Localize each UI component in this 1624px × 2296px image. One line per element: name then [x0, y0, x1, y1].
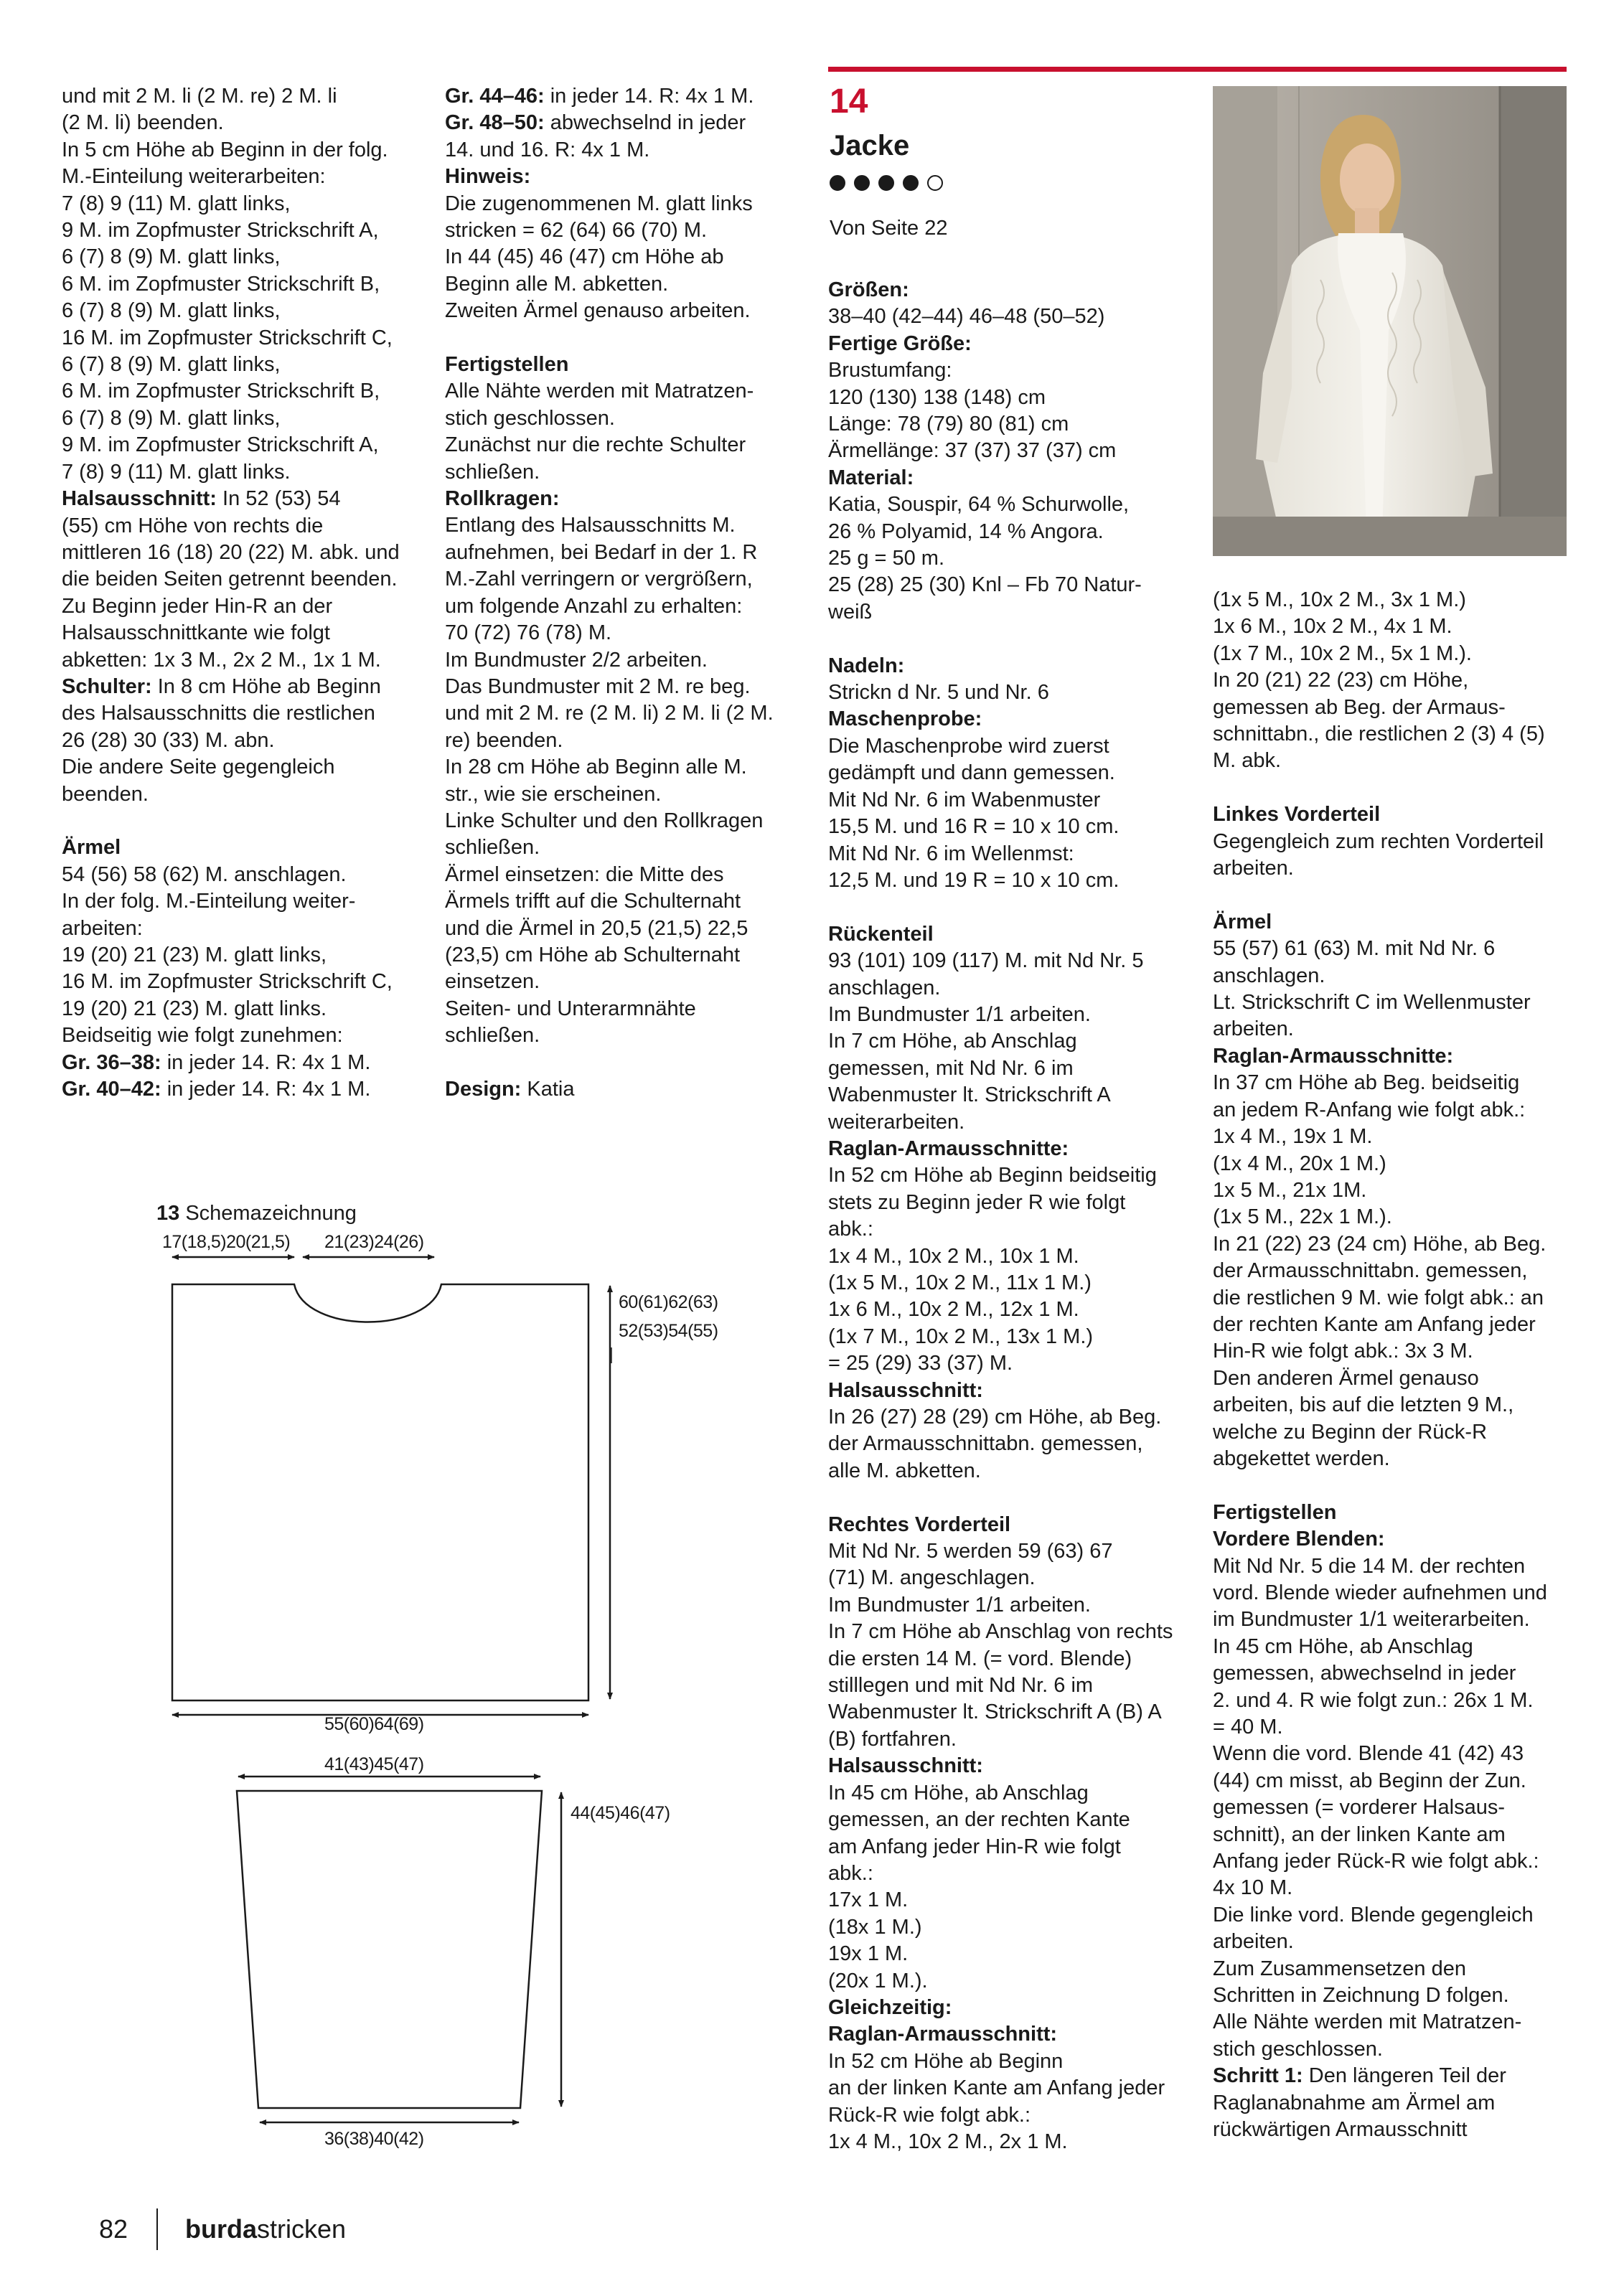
spacer	[62, 808, 435, 834]
text-line: die ersten 14 M. (= vord. Blende)	[828, 1647, 1132, 1670]
text-line: Beginn alle M. abketten.	[445, 272, 669, 296]
section-heading: Ärmel	[1213, 910, 1272, 933]
text-line: schnitt), an der linken Kante am	[1213, 1822, 1506, 1846]
sleeve-outline	[237, 1791, 542, 2108]
text-line: die beiden Seiten getrennt beenden.	[62, 568, 398, 591]
section-heading: Hinweis:	[445, 165, 531, 189]
inline-text: Katia	[521, 1078, 575, 1101]
label-armhole-height: 52(53)54(55)	[619, 1321, 718, 1341]
text-line: einsetzen.	[445, 970, 540, 994]
text-line: 38–40 (42–44) 46–48 (50–52)	[828, 305, 1105, 329]
text-line: 1x 4 M., 19x 1 M.	[1213, 1125, 1373, 1149]
text-line: 9 M. im Zopfmuster Strickschrift A,	[62, 433, 379, 457]
text-line: Raglanabnahme am Ärmel am	[1213, 2091, 1496, 2114]
text-line: beenden.	[62, 782, 149, 806]
page-number: 82	[99, 2214, 128, 2244]
text-line: Die andere Seite gegengleich	[62, 756, 335, 779]
inline-label: Gr. 48–50:	[445, 111, 545, 135]
section-heading: Fertigstellen	[445, 353, 569, 377]
text-line: Schritten in Zeichnung D folgen.	[1213, 1984, 1509, 2008]
text-line: 17x 1 M.	[828, 1888, 909, 1912]
text-column-3	[828, 277, 1201, 2155]
text-line: Den anderen Ärmel genauso	[1213, 1366, 1479, 1390]
text-line: Seiten- und Unterarmnähte	[445, 997, 696, 1020]
text-line: 55 (57) 61 (63) M. mit Nd Nr. 6	[1213, 937, 1496, 961]
accent-rule	[828, 67, 1567, 72]
text-line: Das Bundmuster mit 2 M. re beg.	[445, 674, 751, 698]
text-line: Hin-R wie folgt abk.: 3x 3 M.	[1213, 1340, 1473, 1363]
text-line: abk.:	[828, 1218, 873, 1241]
text-line: vord. Blende wieder aufnehmen und	[1213, 1581, 1547, 1604]
spacer	[445, 1050, 818, 1076]
page-reference: Von Seite 22	[830, 217, 948, 240]
text-line: im Bundmuster 1/1 weiterarbeiten.	[1213, 1608, 1530, 1632]
difficulty-dot-filled-icon	[903, 175, 919, 191]
text-line: Mit Nd Nr. 6 im Wabenmuster	[828, 788, 1101, 811]
text-line: 6 M. im Zopfmuster Strickschrift B,	[62, 380, 380, 403]
text-line: (44) cm misst, ab Beginn der Zun.	[1213, 1769, 1526, 1792]
text-line: 16 M. im Zopfmuster Strickschrift C,	[62, 970, 393, 994]
text-line: an jedem R-Anfang wie folgt abk.:	[1213, 1098, 1526, 1121]
text-line: 25 (28) 25 (30) Knl – Fb 70 Natur-	[828, 573, 1142, 597]
text-line: arbeiten, bis auf die letzten 9 M.,	[1213, 1393, 1514, 1417]
text-line: um folgende Anzahl zu erhalten:	[445, 594, 743, 618]
text-line: 19x 1 M.	[828, 1942, 909, 1966]
spacer	[1213, 775, 1572, 801]
text-line: Länge: 78 (79) 80 (81) cm	[828, 413, 1069, 436]
text-line: stich geschlossen.	[445, 406, 615, 430]
text-line: Ärmels trifft auf die Schulternaht	[445, 890, 741, 913]
text-line: des Halsausschnitts die restlichen	[62, 702, 375, 725]
difficulty-dot-filled-icon	[830, 175, 845, 191]
text-line: In 20 (21) 22 (23) cm Höhe,	[1213, 669, 1469, 692]
label-sleeve-bottom: 36(38)40(42)	[324, 2129, 424, 2149]
text-line: 12,5 M. und 19 R = 10 x 10 cm.	[828, 868, 1120, 892]
magazine-brand: burdastricken	[185, 2214, 347, 2244]
text-line: (1x 5 M., 10x 2 M., 3x 1 M.)	[1213, 588, 1466, 611]
inline-text: Den längeren Teil der	[1303, 2064, 1506, 2088]
text-line: rückwärtigen Armausschnitt	[1213, 2118, 1468, 2142]
inline-text: in jeder 14. R: 4x 1 M.	[161, 1078, 371, 1101]
text-line: 16 M. im Zopfmuster Strickschrift C,	[62, 326, 393, 349]
text-line	[445, 83, 818, 110]
inline-text: in jeder 14. R: 4x 1 M.	[544, 85, 754, 108]
text-line: (1x 7 M., 10x 2 M., 5x 1 M.).	[1213, 641, 1472, 665]
text-line: und die Ärmel in 20,5 (21,5) 22,5	[445, 916, 748, 940]
text-line: Mit Nd Nr. 5 werden 59 (63) 67	[828, 1540, 1113, 1563]
text-line: (1x 5 M., 10x 2 M., 11x 1 M.)	[828, 1271, 1092, 1294]
text-line: 26 (28) 30 (33) M. abn.	[62, 728, 275, 752]
text-line: und mit 2 M. re (2 M. li) 2 M. li (2 M.	[445, 702, 774, 725]
text-line: schließen.	[445, 1024, 540, 1048]
section-heading: Nadeln:	[828, 654, 905, 677]
text-line: 6 (7) 8 (9) M. glatt links,	[62, 245, 281, 269]
text-line: schließen.	[445, 836, 540, 860]
text-line	[62, 1050, 435, 1076]
text-line: Rück-R wie folgt abk.:	[828, 2103, 1031, 2127]
text-line: gemessen, an der rechten Kante	[828, 1808, 1130, 1832]
text-line: mittleren 16 (18) 20 (22) M. abk. und	[62, 540, 400, 564]
text-line: 1x 6 M., 10x 2 M., 4x 1 M.	[1213, 615, 1452, 639]
text-line: M.-Zahl verringern or vergrößern,	[445, 568, 753, 591]
text-line: weiterarbeiten.	[828, 1110, 965, 1134]
text-line: Halsausschnittkante wie folgt	[62, 621, 330, 645]
text-line: (18x 1 M.)	[828, 1915, 922, 1939]
text-line: (1x 7 M., 10x 2 M., 13x 1 M.)	[828, 1325, 1094, 1348]
text-line: Zunächst nur die rechte Schulter	[445, 433, 746, 457]
text-line: 6 M. im Zopfmuster Strickschrift B,	[62, 272, 380, 296]
text-line: die restlichen 9 M. wie folgt abk.: an	[1213, 1286, 1544, 1309]
text-line: Strickn d Nr. 5 und Nr. 6	[828, 681, 1049, 705]
text-line: Katia, Souspir, 64 % Schurwolle,	[828, 493, 1130, 517]
section-heading: Halsausschnitt:	[828, 1754, 983, 1778]
text-line: 19 (20) 21 (23) M. glatt links.	[62, 997, 327, 1020]
text-line: Die Maschenprobe wird zuerst	[828, 734, 1109, 758]
model-photo	[1213, 86, 1567, 556]
text-line: In 52 cm Höhe ab Beginn	[828, 2049, 1064, 2073]
text-line: 25 g = 50 m.	[828, 547, 945, 570]
text-line: In 7 cm Höhe, ab Anschlag	[828, 1030, 1077, 1053]
body-outline	[172, 1284, 588, 1700]
spacer	[1213, 882, 1572, 908]
text-line	[1213, 2063, 1572, 2089]
text-line: M. abk.	[1213, 749, 1282, 773]
schema-caption: 13 Schemazeichnung	[156, 1202, 357, 1225]
text-line: str., wie sie erscheinen.	[445, 782, 662, 806]
text-line: 6 (7) 8 (9) M. glatt links,	[62, 353, 281, 377]
text-line: Brustumfang:	[828, 359, 952, 382]
text-line: 70 (72) 76 (78) M.	[445, 621, 612, 645]
text-line: In 45 cm Höhe, ab Anschlag	[1213, 1634, 1473, 1658]
text-line: abketten: 1x 3 M., 2x 2 M., 1x 1 M.	[62, 648, 381, 672]
text-line: In der folg. M.-Einteilung weiter-	[62, 890, 356, 913]
text-line: 93 (101) 109 (117) M. mit Nd Nr. 5	[828, 949, 1144, 973]
text-line: anschlagen.	[828, 976, 941, 999]
spacer	[828, 1485, 1201, 1511]
difficulty-dot-empty-icon	[927, 175, 943, 191]
text-line: gemessen (= vorderer Halsaus-	[1213, 1796, 1505, 1820]
text-line: Zum Zusammensetzen den	[1213, 1957, 1466, 1980]
text-line: Beidseitig wie folgt zunehmen:	[62, 1024, 343, 1048]
text-line: (1x 4 M., 20x 1 M.)	[1213, 1152, 1386, 1175]
section-heading: Fertige Größe:	[828, 331, 972, 355]
inline-label: Schulter:	[62, 674, 152, 698]
text-line: alle M. abketten.	[828, 1459, 981, 1482]
text-line: abk.:	[828, 1861, 873, 1885]
text-line: 19 (20) 21 (23) M. glatt links,	[62, 943, 327, 966]
text-column-2	[445, 83, 818, 1103]
text-line: 4x 10 M.	[1213, 1876, 1293, 1900]
section-heading: Fertigstellen	[1213, 1500, 1337, 1524]
text-line: und mit 2 M. li (2 M. re) 2 M. li	[62, 85, 337, 108]
section-heading: Raglan-Armausschnitte:	[1213, 1044, 1454, 1068]
text-line: Im Bundmuster 2/2 arbeiten.	[445, 648, 708, 672]
text-line: gemessen, abwechselnd in jeder	[1213, 1662, 1516, 1685]
text-line: 6 (7) 8 (9) M. glatt links,	[62, 299, 281, 323]
section-heading: Ärmel	[62, 836, 121, 860]
section-heading: Vordere Blenden:	[1213, 1528, 1385, 1551]
text-line	[62, 1076, 435, 1103]
text-line: Mit Nd Nr. 5 die 14 M. der rechten	[1213, 1554, 1526, 1578]
text-line: In 7 cm Höhe ab Anschlag von rechts	[828, 1620, 1173, 1644]
text-line	[62, 674, 435, 700]
spacer	[828, 894, 1201, 921]
section-heading: Größen:	[828, 278, 909, 301]
text-line: In 26 (27) 28 (29) cm Höhe, ab Beg.	[828, 1406, 1162, 1429]
text-line: Anfang jeder Rück-R wie folgt abk.:	[1213, 1850, 1539, 1873]
text-line: Wabenmuster lt. Strickschrift A	[828, 1083, 1111, 1107]
text-line: Im Bundmuster 1/1 arbeiten.	[828, 1593, 1091, 1617]
footer-divider	[156, 2208, 158, 2250]
text-line: stich geschlossen.	[1213, 2037, 1383, 2061]
text-line: abgekettet werden.	[1213, 1446, 1390, 1470]
text-line: gemessen, mit Nd Nr. 6 im	[828, 1056, 1074, 1080]
text-line: (1x 5 M., 22x 1 M.).	[1213, 1205, 1392, 1229]
text-line: re) beenden.	[445, 728, 563, 752]
text-line: stilllegen und mit Nd Nr. 6 im	[828, 1674, 1094, 1698]
text-line: 1x 4 M., 10x 2 M., 10x 1 M.	[828, 1244, 1079, 1268]
text-line: 14. und 16. R: 4x 1 M.	[445, 138, 650, 161]
text-line: Im Bundmuster 1/1 arbeiten.	[828, 1002, 1091, 1026]
text-line: 9 M. im Zopfmuster Strickschrift A,	[62, 219, 379, 243]
text-line: M.-Einteilung weiterarbeiten:	[62, 165, 326, 189]
text-line: arbeiten.	[1213, 1017, 1294, 1041]
text-line: Mit Nd Nr. 6 im Wellenmst:	[828, 842, 1074, 865]
text-line: 7 (8) 9 (11) M. glatt links,	[62, 192, 291, 215]
label-neck: 21(23)24(26)	[324, 1232, 424, 1252]
text-line: 2. und 4. R wie folgt zun.: 26x 1 M.	[1213, 1688, 1534, 1712]
inline-text: in jeder 14. R: 4x 1 M.	[161, 1050, 371, 1074]
spacer	[445, 325, 818, 352]
text-line: aufnehmen, bei Bedarf in der 1. R	[445, 540, 758, 564]
text-line: der rechten Kante am Anfang jeder	[1213, 1312, 1536, 1336]
text-line: arbeiten.	[1213, 1930, 1294, 1954]
text-line: Alle Nähte werden mit Matratzen-	[1213, 2010, 1522, 2034]
text-line: 7 (8) 9 (11) M. glatt links.	[62, 460, 291, 484]
text-column-1	[62, 83, 435, 1103]
text-line: Wenn die vord. Blende 41 (42) 43	[1213, 1742, 1524, 1766]
text-line: 1x 4 M., 10x 2 M., 2x 1 M.	[828, 2130, 1068, 2153]
difficulty-dot-filled-icon	[878, 175, 894, 191]
section-heading: Rollkragen:	[445, 487, 560, 511]
text-line: 54 (56) 58 (62) M. anschlagen.	[62, 862, 347, 886]
text-line: In 45 cm Höhe, ab Anschlag	[828, 1781, 1089, 1805]
text-line: anschlagen.	[1213, 964, 1325, 987]
text-line: In 28 cm Höhe ab Beginn alle M.	[445, 756, 747, 779]
text-line: Linke Schulter und den Rollkragen	[445, 809, 764, 832]
inline-label: Gr. 36–38:	[62, 1050, 161, 1074]
inline-label: Schritt 1:	[1213, 2064, 1303, 2088]
text-line: der Armausschnittabn. gemessen,	[1213, 1259, 1528, 1283]
label-body-width: 55(60)64(69)	[324, 1714, 424, 1734]
spacer	[828, 626, 1201, 652]
text-line: Wabenmuster lt. Strickschrift A (B) A	[828, 1700, 1162, 1724]
text-line: Alle Nähte werden mit Matratzen-	[445, 380, 754, 403]
text-line: arbeiten.	[1213, 857, 1294, 880]
text-line	[62, 486, 435, 512]
inline-label: Design:	[445, 1078, 522, 1101]
text-line: (71) M. angeschlagen.	[828, 1566, 1036, 1590]
text-line: gemessen ab Beg. der Armaus-	[1213, 695, 1506, 719]
text-line: Zweiten Ärmel genauso arbeiten.	[445, 299, 751, 323]
label-shoulder: 17(18,5)20(21,5)	[162, 1232, 291, 1252]
text-line: 1x 6 M., 10x 2 M., 12x 1 M.	[828, 1298, 1079, 1322]
pattern-title: Jacke	[830, 130, 910, 161]
difficulty-rating	[830, 175, 943, 191]
text-line	[445, 1076, 818, 1103]
text-line: (2 M. li) beenden.	[62, 111, 224, 135]
text-line: Die zugenommenen M. glatt links	[445, 192, 753, 215]
text-line: Ärmel einsetzen: die Mitte des	[445, 862, 724, 886]
inline-label: Halsausschnitt:	[62, 487, 217, 511]
text-line: (B) fortfahren.	[828, 1727, 957, 1751]
text-line: = 40 M.	[1213, 1716, 1283, 1739]
section-heading: Maschenprobe:	[828, 707, 982, 731]
label-sleeve-top: 41(43)45(47)	[324, 1754, 424, 1774]
text-line: weiß	[828, 600, 873, 624]
text-line: stricken = 62 (64) 66 (70) M.	[445, 219, 708, 243]
inline-text: abwechselnd in jeder	[544, 111, 746, 135]
text-line: In 44 (45) 46 (47) cm Höhe ab	[445, 245, 724, 269]
inline-text: In 52 (53) 54	[216, 487, 341, 511]
text-line: schließen.	[445, 460, 540, 484]
text-line: gedämpft und dann gemessen.	[828, 761, 1115, 785]
text-line: 15,5 M. und 16 R = 10 x 10 cm.	[828, 815, 1120, 839]
text-line: = 25 (29) 33 (37) M.	[828, 1352, 1013, 1375]
text-line: 6 (7) 8 (9) M. glatt links,	[62, 406, 281, 430]
inline-label: Gr. 40–42:	[62, 1078, 161, 1101]
text-line: welche zu Beginn der Rück-R	[1213, 1420, 1488, 1444]
text-line: an der linken Kante am Anfang jeder	[828, 2076, 1165, 2100]
section-heading: Rückenteil	[828, 922, 934, 946]
text-line: (23,5) cm Höhe ab Schulternaht	[445, 943, 741, 966]
text-line: Zu Beginn jeder Hin-R an der	[62, 594, 333, 618]
text-line: Entlang des Halsausschnitts M.	[445, 514, 736, 537]
text-line: 26 % Polyamid, 14 % Angora.	[828, 519, 1104, 543]
text-line: Lt. Strickschrift C im Wellenmuster	[1213, 991, 1531, 1015]
difficulty-dot-filled-icon	[854, 175, 870, 191]
text-line: (20x 1 M.).	[828, 1969, 928, 1992]
text-line: Ärmellänge: 37 (37) 37 (37) cm	[828, 439, 1117, 463]
pattern-number: 14	[830, 83, 868, 121]
section-heading: Halsausschnitt:	[828, 1378, 983, 1402]
text-line: 120 (130) 138 (148) cm	[828, 385, 1046, 409]
text-line: (55) cm Höhe von rechts die	[62, 514, 324, 537]
text-line: arbeiten:	[62, 916, 143, 940]
text-line: In 37 cm Höhe ab Beg. beidseitig	[1213, 1071, 1520, 1095]
text-line: 1x 5 M., 21x 1M.	[1213, 1178, 1367, 1202]
label-total-height: 60(61)62(63)	[619, 1292, 718, 1312]
text-line: am Anfang jeder Hin-R wie folgt	[828, 1835, 1121, 1858]
text-line	[445, 110, 818, 136]
text-line: In 21 (22) 23 (24 cm) Höhe, ab Beg.	[1213, 1232, 1546, 1256]
section-heading: Material:	[828, 466, 914, 489]
section-heading: Rechtes Vorderteil	[828, 1512, 1011, 1536]
inline-text: In 8 cm Höhe ab Beginn	[151, 674, 381, 698]
text-line: Gegengleich zum rechten Vorderteil	[1213, 829, 1544, 853]
text-line: stets zu Beginn jeder R wie folgt	[828, 1190, 1126, 1214]
text-line: In 52 cm Höhe ab Beginn beidseitig	[828, 1164, 1157, 1187]
section-heading: Linkes Vorderteil	[1213, 803, 1381, 827]
text-line: In 5 cm Höhe ab Beginn in der folg.	[62, 138, 388, 161]
inline-label: Gr. 44–46:	[445, 85, 545, 108]
text-column-4	[1213, 587, 1572, 2144]
text-line: Die linke vord. Blende gegengleich	[1213, 1903, 1534, 1926]
section-heading: Gleichzeitig:	[828, 1995, 952, 2019]
spacer	[1213, 1472, 1572, 1499]
section-heading: Raglan-Armausschnitte:	[828, 1137, 1069, 1160]
text-line: der Armausschnittabn. gemessen,	[828, 1432, 1143, 1456]
text-line: schnittabn., die restlichen 2 (3) 4 (5)	[1213, 723, 1545, 746]
label-sleeve-length: 44(45)46(47)	[571, 1803, 670, 1823]
section-heading: Raglan-Armausschnitt:	[828, 2023, 1058, 2046]
